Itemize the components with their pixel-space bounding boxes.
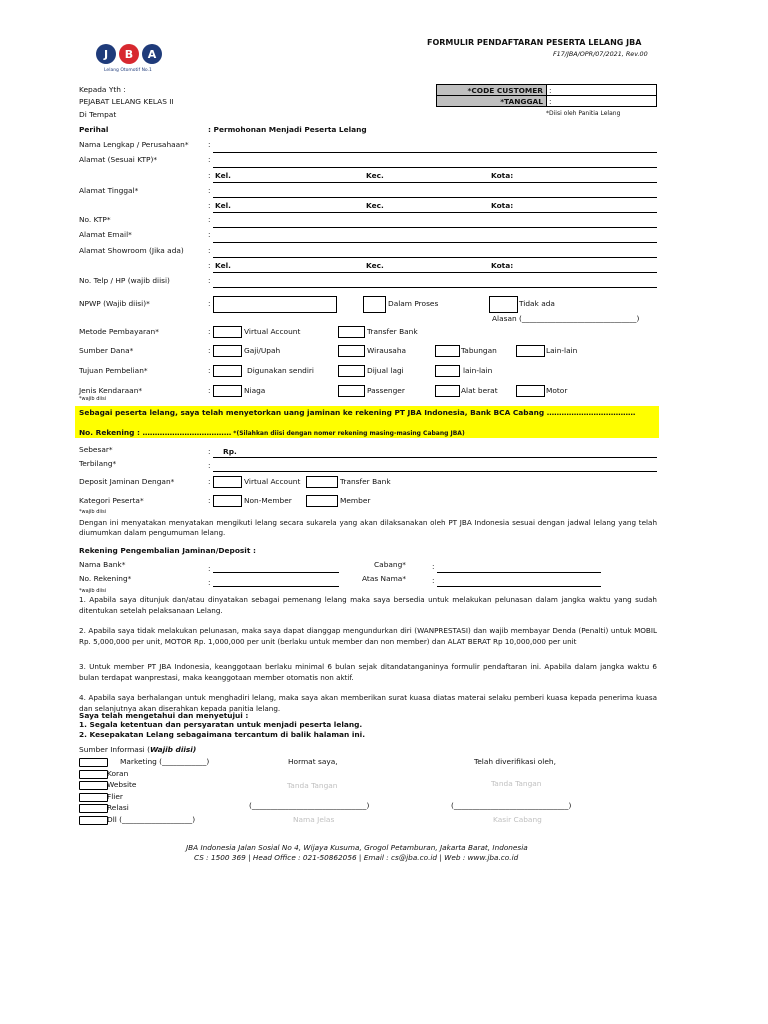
deposit-label: Deposit Jaminan Dengan* <box>79 477 175 486</box>
colon: : <box>208 477 211 486</box>
atas-nama-input[interactable] <box>437 586 601 587</box>
npwp-alasan[interactable]: Alasan (_______________________________) <box>492 314 640 323</box>
ktp-location-input[interactable] <box>213 182 657 183</box>
metode-transfer-label: Transfer Bank <box>367 327 418 336</box>
koran-checkbox[interactable] <box>79 770 108 779</box>
sumber-tabungan-label: Tabungan <box>461 346 497 355</box>
jenis-passenger-label: Passenger <box>367 386 405 395</box>
agree-item-2: 2. Kesepakatan Lelang sebagaimana tercantum di balik halaman ini. <box>79 730 366 739</box>
colon: : <box>208 461 211 470</box>
tempat-label: Di Tempat <box>79 110 117 119</box>
kec-label: Kec. <box>366 261 384 270</box>
flier-checkbox[interactable] <box>79 793 108 802</box>
sumber-lain-label: Lain-lain <box>546 346 578 355</box>
jenis-motor-checkbox[interactable] <box>516 385 545 397</box>
tanda-tangan-kasir: Tanda Tangan <box>491 779 542 788</box>
sumber-gaji-checkbox[interactable] <box>213 345 242 357</box>
kec-label: Kec. <box>366 201 384 210</box>
term-4: 4. Apabila saya berhalangan untuk menghadiri lelang, maka saya akan memberikan surat kuasa diatas materai selaku pemberi kuasa kepada penerima kuasa dan selanjutnya akan diserahkan kepada panitia lelang. <box>79 693 657 713</box>
no-ktp-label: No. KTP* <box>79 215 111 224</box>
tujuan-lain-checkbox[interactable] <box>435 365 460 377</box>
kel-label: Kel. <box>215 171 231 180</box>
flier-label: Flier <box>107 792 123 801</box>
panitia-note: *Diisi oleh Panitia Lelang <box>546 110 621 117</box>
colon: : <box>208 171 211 180</box>
pejabat-label: PEJABAT LELANG KELAS II <box>79 97 174 106</box>
perihal-value: : Permohonan Menjadi Peserta Lelang <box>208 125 367 134</box>
rp-label: Rp. <box>223 447 237 456</box>
dll-label: Dll (___________________) <box>107 815 196 824</box>
term-2: 2. Apabila saya tidak melakukan pelunasan, maka saya dapat dianggap mengundurkan diri (WANPRESTASI) dan wajib membayar Denda (Penalti) untuk MOBIL Rp. 5,000,000 per unit, MOTOR Rp. 1,000,000 per unit (berlaku untuk member dan non member) dan ALAT BERAT Rp 10,000,000 per unit <box>79 626 657 646</box>
showroom-input[interactable] <box>213 257 657 258</box>
verif-label: Telah diverifikasi oleh, <box>474 757 556 766</box>
no-rekening-label: No. Rekening* <box>79 574 132 583</box>
jenis-niaga-checkbox[interactable] <box>213 385 242 397</box>
colon: : <box>208 346 211 355</box>
sumber-tabungan-checkbox[interactable] <box>435 345 460 357</box>
rekening-label: No. Rekening : ……………………………… <box>79 428 232 437</box>
kategori-member-checkbox[interactable] <box>306 495 338 507</box>
no-ktp-input[interactable] <box>213 227 657 228</box>
alamat-tinggal-label: Alamat Tinggal* <box>79 186 139 195</box>
signature-line-peserta[interactable]: (_______________________________) <box>249 801 370 810</box>
no-rekening-input[interactable] <box>213 586 339 587</box>
kota-label: Kota: <box>491 171 514 180</box>
tujuan-label: Tujuan Pembelian* <box>79 366 148 375</box>
kategori-member-label: Member <box>340 496 371 505</box>
colon: : <box>208 327 211 336</box>
kategori-label: Kategori Peserta* <box>79 496 144 505</box>
jenis-alat-checkbox[interactable] <box>435 385 460 397</box>
colon: : <box>208 386 211 395</box>
metode-transfer-checkbox[interactable] <box>338 326 365 338</box>
sebesar-input[interactable] <box>213 457 657 458</box>
alamat-ktp-input[interactable] <box>213 167 657 168</box>
colon: : <box>208 261 211 270</box>
kepada-label: Kepada Yth : <box>79 85 126 94</box>
doc-code: F17/JBA/OPR/07/2021, Rev.00 <box>553 50 648 58</box>
metode-va-label: Virtual Account <box>244 327 301 336</box>
rekening-note: *(Silahkan diisi dengan nomer rekening masing-masing Cabang JBA) <box>231 430 465 437</box>
jenis-passenger-checkbox[interactable] <box>338 385 365 397</box>
tujuan-lain-label: lain-lain <box>463 366 493 375</box>
code-customer-field[interactable]: : <box>546 84 657 96</box>
metode-va-checkbox[interactable] <box>213 326 242 338</box>
tujuan-sendiri-label: Digunakan sendiri <box>247 366 314 375</box>
email-label: Alamat Email* <box>79 230 132 239</box>
kec-label: Kec. <box>366 171 384 180</box>
nama-bank-label: Nama Bank* <box>79 560 126 569</box>
marketing-label: Marketing (____________) <box>120 757 210 766</box>
sumber-wirausaha-checkbox[interactable] <box>338 345 365 357</box>
kel-label: Kel. <box>215 201 231 210</box>
colon: : <box>208 564 211 573</box>
sumber-wirausaha-label: Wirausaha <box>367 346 407 355</box>
signature-line-kasir[interactable]: (_______________________________) <box>451 801 572 810</box>
sumber-info-wajib: Wajib diisi) <box>149 745 197 754</box>
showroom-location-input[interactable] <box>213 272 657 273</box>
telp-label: No. Telp / HP (wajib diisi) <box>79 276 170 285</box>
metode-label: Metode Pembayaran* <box>79 327 159 336</box>
nama-jelas: Nama Jelas <box>293 815 335 824</box>
sumber-gaji-label: Gaji/Upah <box>244 346 281 355</box>
agree-item-1: 1. Segala ketentuan dan persyaratan untuk menjadi peserta lelang. <box>79 720 363 729</box>
deposit-transfer-checkbox[interactable] <box>306 476 338 488</box>
website-checkbox[interactable] <box>79 781 108 790</box>
colon: : <box>208 230 211 239</box>
npwp-tidak-checkbox[interactable] <box>489 296 518 313</box>
rekening-line <box>79 429 465 438</box>
tujuan-dijual-label: Dijual lagi <box>367 366 404 375</box>
colon: : <box>208 496 211 505</box>
bank-info-line: Sebagai peserta lelang, saya telah menyetorkan uang jaminan ke rekening PT JBA Indonesia, Bank BCA Cabang ……………………………… <box>79 408 636 417</box>
deposit-transfer-label: Transfer Bank <box>340 477 391 486</box>
statement-text: Dengan ini menyatakan menyatakan mengikuti lelang secara sukarela yang akan dilaksanakan oleh PT JBA Indonesia sesuai dengan jadwal lelang yang telah diumumkan dalam pengumuman lelang. <box>79 518 657 538</box>
relasi-checkbox[interactable] <box>79 804 108 813</box>
terbilang-input[interactable] <box>213 471 657 472</box>
jenis-label: Jenis Kendaraan* <box>79 386 143 395</box>
jenis-alat-label: Alat berat <box>461 386 498 395</box>
svg-text:J: J <box>103 48 109 61</box>
colon: : <box>208 276 211 285</box>
wajib-note: *wajib diisi <box>79 588 107 594</box>
tanggal-field[interactable]: : <box>546 95 657 107</box>
colon: : <box>208 215 211 224</box>
tanggal-header: *TANGGAL <box>436 95 547 107</box>
website-label: Website <box>107 780 137 789</box>
colon: : <box>208 578 211 587</box>
deposit-va-label: Virtual Account <box>244 477 301 486</box>
colon: : <box>208 447 211 456</box>
tanda-tangan-peserta: Tanda Tangan <box>287 781 338 790</box>
alamat-tinggal-input[interactable] <box>213 197 657 198</box>
tujuan-sendiri-checkbox[interactable] <box>213 365 242 377</box>
colon: : <box>208 366 211 375</box>
terbilang-label: Terbilang* <box>79 459 117 468</box>
tujuan-dijual-checkbox[interactable] <box>338 365 365 377</box>
deposit-va-checkbox[interactable] <box>213 476 242 488</box>
npwp-tidak-label: Tidak ada <box>519 299 555 308</box>
marketing-checkbox[interactable] <box>79 758 108 767</box>
dll-checkbox[interactable] <box>79 816 108 825</box>
kategori-nonmember-checkbox[interactable] <box>213 495 242 507</box>
relasi-label: Relasi <box>107 803 129 812</box>
term-3: 3. Untuk member PT JBA Indonesia, keanggotaan berlaku minimal 6 bulan sejak ditandatanganinya formulir pendaftaran ini. Apabila dalam jangka waktu 6 bulan terdapat wanprestasi, maka keanggotaan member otomatis non aktif. <box>79 662 657 682</box>
sumber-info-label: Sumber Informasi ( <box>79 745 150 754</box>
sumber-lain-checkbox[interactable] <box>516 345 545 357</box>
tinggal-location-input[interactable] <box>213 212 657 213</box>
form-title: FORMULIR PENDAFTARAN PESERTA LELANG JBA <box>427 38 642 47</box>
kasir-cabang: Kasir Cabang <box>493 815 542 824</box>
hormat-saya: Hormat saya, <box>288 757 338 766</box>
colon: : <box>432 576 435 585</box>
term-1: 1. Apabila saya ditunjuk dan/atau dinyatakan sebagai pemenang lelang maka saya bersedia untuk melakukan pelunasan dalam jangka waktu yang sudah ditentukan setelah pelaksanaan Lelang. <box>79 595 657 615</box>
rekening-title: Rekening Pengembalian Jaminan/Deposit : <box>79 546 256 555</box>
colon: : <box>208 186 211 195</box>
npwp-proses-label: Dalam Proses <box>388 299 439 308</box>
footer-contact: CS : 1500 369 | Head Office : 021-50862056 | Email : cs@jba.co.id | Web : www.jba.co.id <box>194 853 519 862</box>
nama-bank-input[interactable] <box>213 572 339 573</box>
colon: : <box>208 246 211 255</box>
svg-text:A: A <box>147 48 157 61</box>
kota-label: Kota: <box>491 261 514 270</box>
cabang-input[interactable] <box>437 572 601 573</box>
jenis-niaga-label: Niaga <box>244 386 266 395</box>
svg-text:B: B <box>124 48 134 61</box>
code-customer-header: *CODE CUSTOMER <box>436 84 547 96</box>
sumber-label: Sumber Dana* <box>79 346 134 355</box>
email-input[interactable] <box>213 242 657 243</box>
wajib-note: *wajib diisi <box>79 509 107 515</box>
agree-title: Saya telah mengetahui dan menyetujui : <box>79 711 249 720</box>
nama-label: Nama Lengkap / Perusahaan* <box>79 140 189 149</box>
colon: : <box>208 140 211 149</box>
sumber-info-title <box>79 746 196 755</box>
atas-nama-label: Atas Nama* <box>362 574 407 583</box>
sebesar-label: Sebesar* <box>79 445 113 454</box>
perihal-label: Perihal <box>79 125 109 134</box>
telp-input[interactable] <box>213 287 657 288</box>
footer-address: JBA Indonesia Jalan Sosial No 4, Wijaya Kusuma, Grogol Petamburan, Jakarta Barat, Indonesia <box>186 843 528 852</box>
npwp-proses-checkbox[interactable] <box>363 296 386 313</box>
kota-label: Kota: <box>491 201 514 210</box>
colon: : <box>208 201 211 210</box>
colon: : <box>208 155 211 164</box>
alamat-ktp-label: Alamat (Sesuai KTP)* <box>79 155 158 164</box>
koran-label: Koran <box>107 769 129 778</box>
colon: : <box>208 299 211 308</box>
kel-label: Kel. <box>215 261 231 270</box>
npwp-input[interactable] <box>213 296 337 313</box>
nama-input[interactable] <box>213 152 657 153</box>
logo-tagline: Lelang Otomotif No.1 <box>104 68 152 73</box>
kategori-nonmember-label: Non-Member <box>244 496 292 505</box>
jenis-motor-label: Motor <box>546 386 568 395</box>
npwp-label: NPWP (Wajib diisi)* <box>79 299 150 308</box>
cabang-label: Cabang* <box>374 560 406 569</box>
wajib-note: *wajib diisi <box>79 396 107 402</box>
showroom-label: Alamat Showroom (Jika ada) <box>79 246 184 255</box>
colon: : <box>432 562 435 571</box>
